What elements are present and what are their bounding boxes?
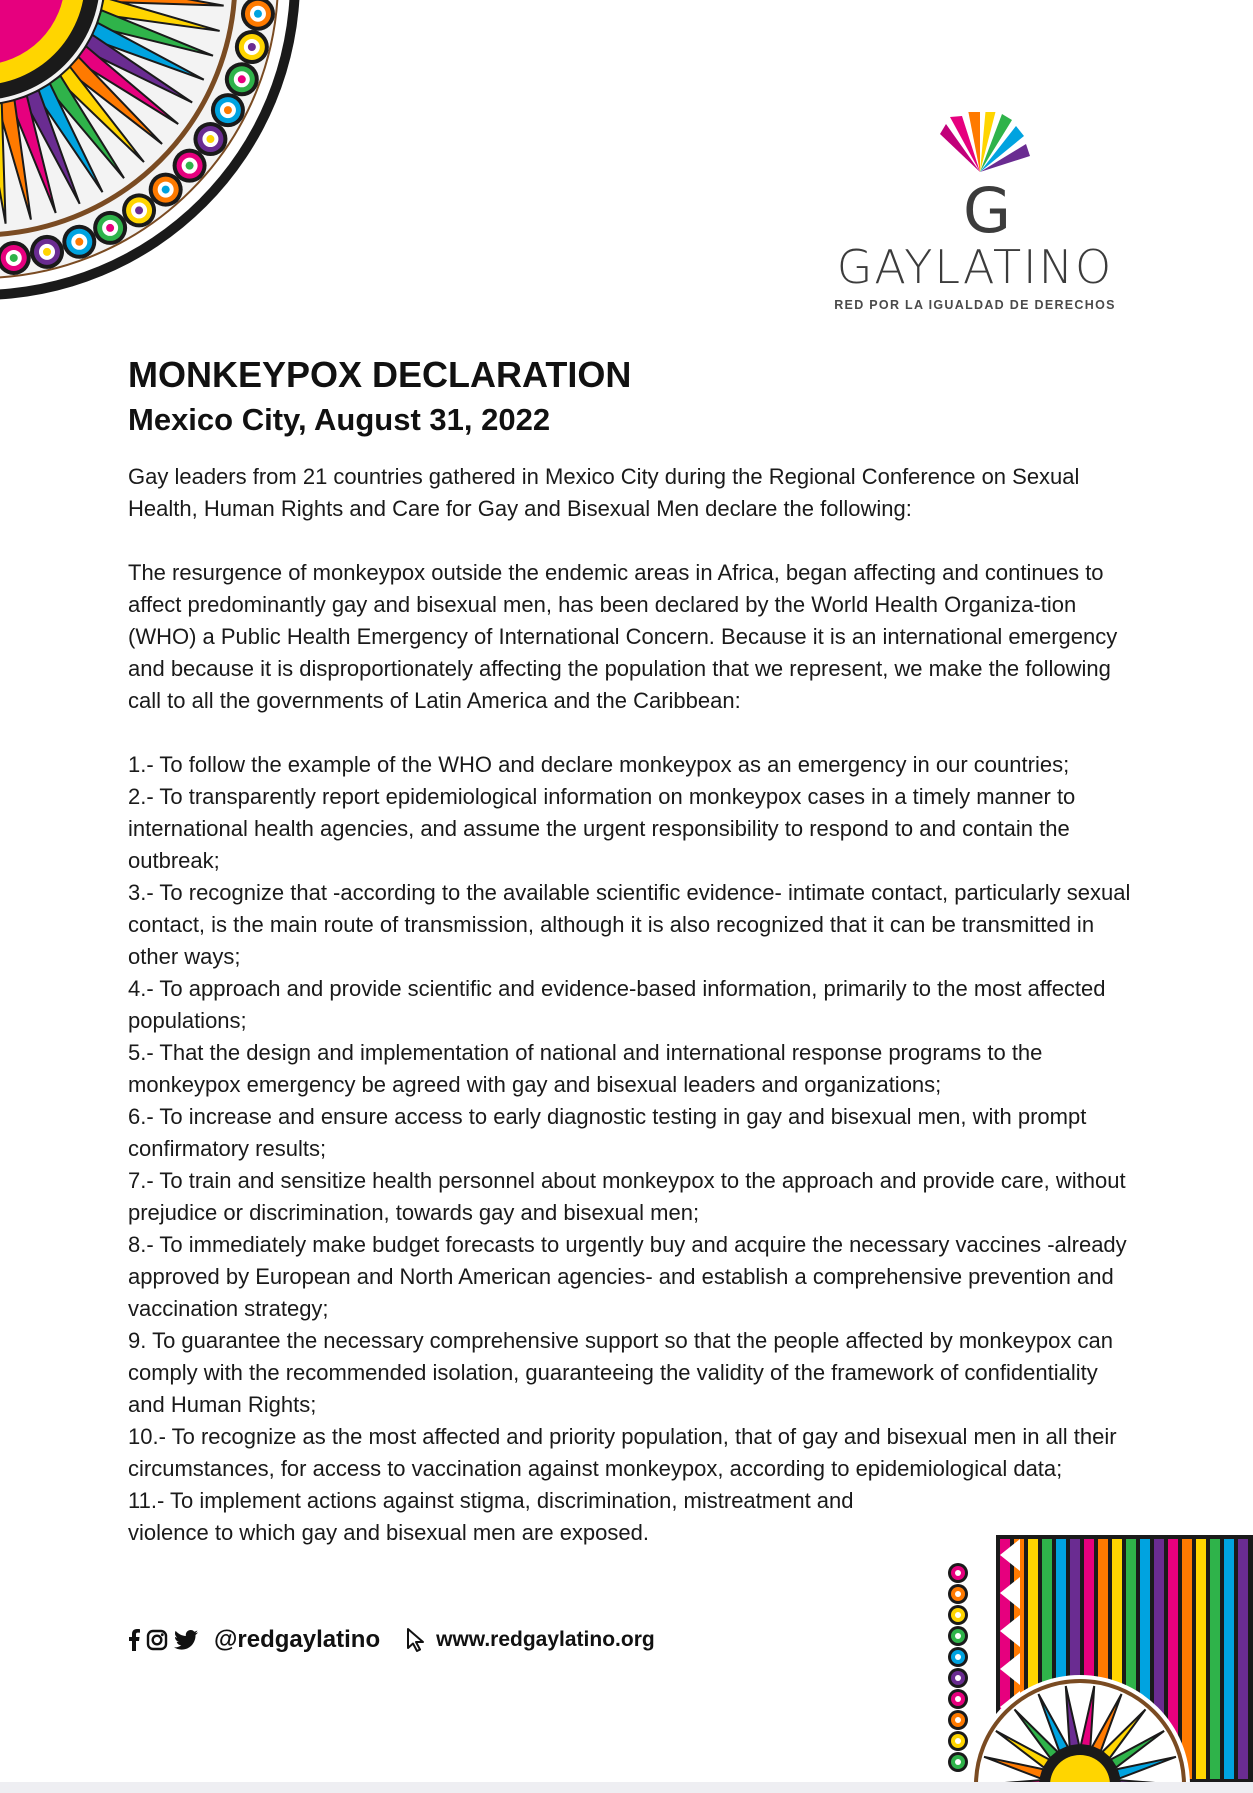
intro-paragraph: Gay leaders from 21 countries gathered in Mexico City during the Regional Conference on Sexual Health, Human Rights and Care for Gay and Bisexual Men declare the following: [128,464,1080,521]
gaylatino-logo [810,112,1140,322]
list-item: 9. To guarantee the necessary comprehensive support so that the people affected by monkeypox can comply with the recommended isolation, guaranteeing the validity of the framework of confidentiality and Human Rights; [128,1328,1113,1417]
document-subtitle: Mexico City, August 31, 2022 [128,402,551,437]
declaration-body [128,461,1138,1549]
logo-wordmark: GAYLATINO [836,240,1114,294]
list-item: 5.- That the design and implementation of national and international response programs to the monkeypox emergency be agreed with gay and bisexual leaders and organizations; [128,1040,1043,1097]
cursor-icon [406,1627,428,1653]
feather-monogram-icon [810,112,1140,242]
logo-monogram: G [963,174,1012,242]
social-icons [128,1629,198,1651]
instagram-icon[interactable] [146,1629,168,1651]
decorative-pattern-bottom-right [940,1525,1253,1783]
website-link[interactable]: www.redgaylatino.org [436,1628,655,1651]
twitter-icon[interactable] [174,1630,198,1650]
list-item: 2.- To transparently report epidemiological information on monkeypox cases in a timely manner to international health agencies, and assume the urgent responsibility to respond to and contain the outbreak; [128,784,1076,873]
list-item: 10.- To recognize as the most affected and priority population, that of gay and bisexual men in all their circumstances, for access to vaccination against monkeypox, according to epidemiological data; [128,1424,1117,1481]
list-item: 8.- To immediately make budget forecasts to urgently buy and acquire the necessary vaccines -already approved by European and North American agencies- and establish a comprehensive prevention and vaccination strategy; [128,1232,1127,1321]
list-item: 4.- To approach and provide scientific and evidence-based information, primarily to the most affected populations; [128,976,1106,1033]
list-item: 3.- To recognize that -according to the available scientific evidence- intimate contact, particularly sexual contact, is the main route of transmission, although it is also recognized that it can be transmitted in other ways; [128,880,1131,969]
logo-tagline: RED POR LA IGUALDAD DE DERECHOS [834,298,1116,312]
list-item: 7.- To train and sensitize health personnel about monkeypox to the approach and provide care, without prejudice or discrimination, towards gay and bisexual men; [128,1168,1126,1225]
list-item: 6.- To increase and ensure access to early diagnostic testing in gay and bisexual men, with prompt confirmatory results; [128,1104,1087,1161]
social-handle[interactable]: @redgaylatino [214,1626,381,1653]
list-item: 11.- To implement actions against stigma, discrimination, mistreatment and violence to which gay and bisexual men are exposed. [128,1488,854,1545]
context-paragraph: The resurgence of monkeypox outside the endemic areas in Africa, began affecting and continues to affect predominantly gay and bisexual men, has been declared by the World Health Organiza-tion (WHO) a Public Health Emergency of International Concern. Because it is an international emergency and because it is disproportionately affecting the population that we represent, we make the following call to all the governments of Latin America and the Caribbean: [128,560,1118,713]
document-title: MONKEYPOX DECLARATION [128,354,632,395]
decorative-mandala-top-left [0,0,300,330]
footer-contact [128,1622,655,1658]
page-edge [0,1782,1253,1793]
facebook-icon[interactable] [128,1629,140,1651]
list-item: 1.- To follow the example of the WHO and declare monkeypox as an emergency in our countries; [128,752,1070,777]
